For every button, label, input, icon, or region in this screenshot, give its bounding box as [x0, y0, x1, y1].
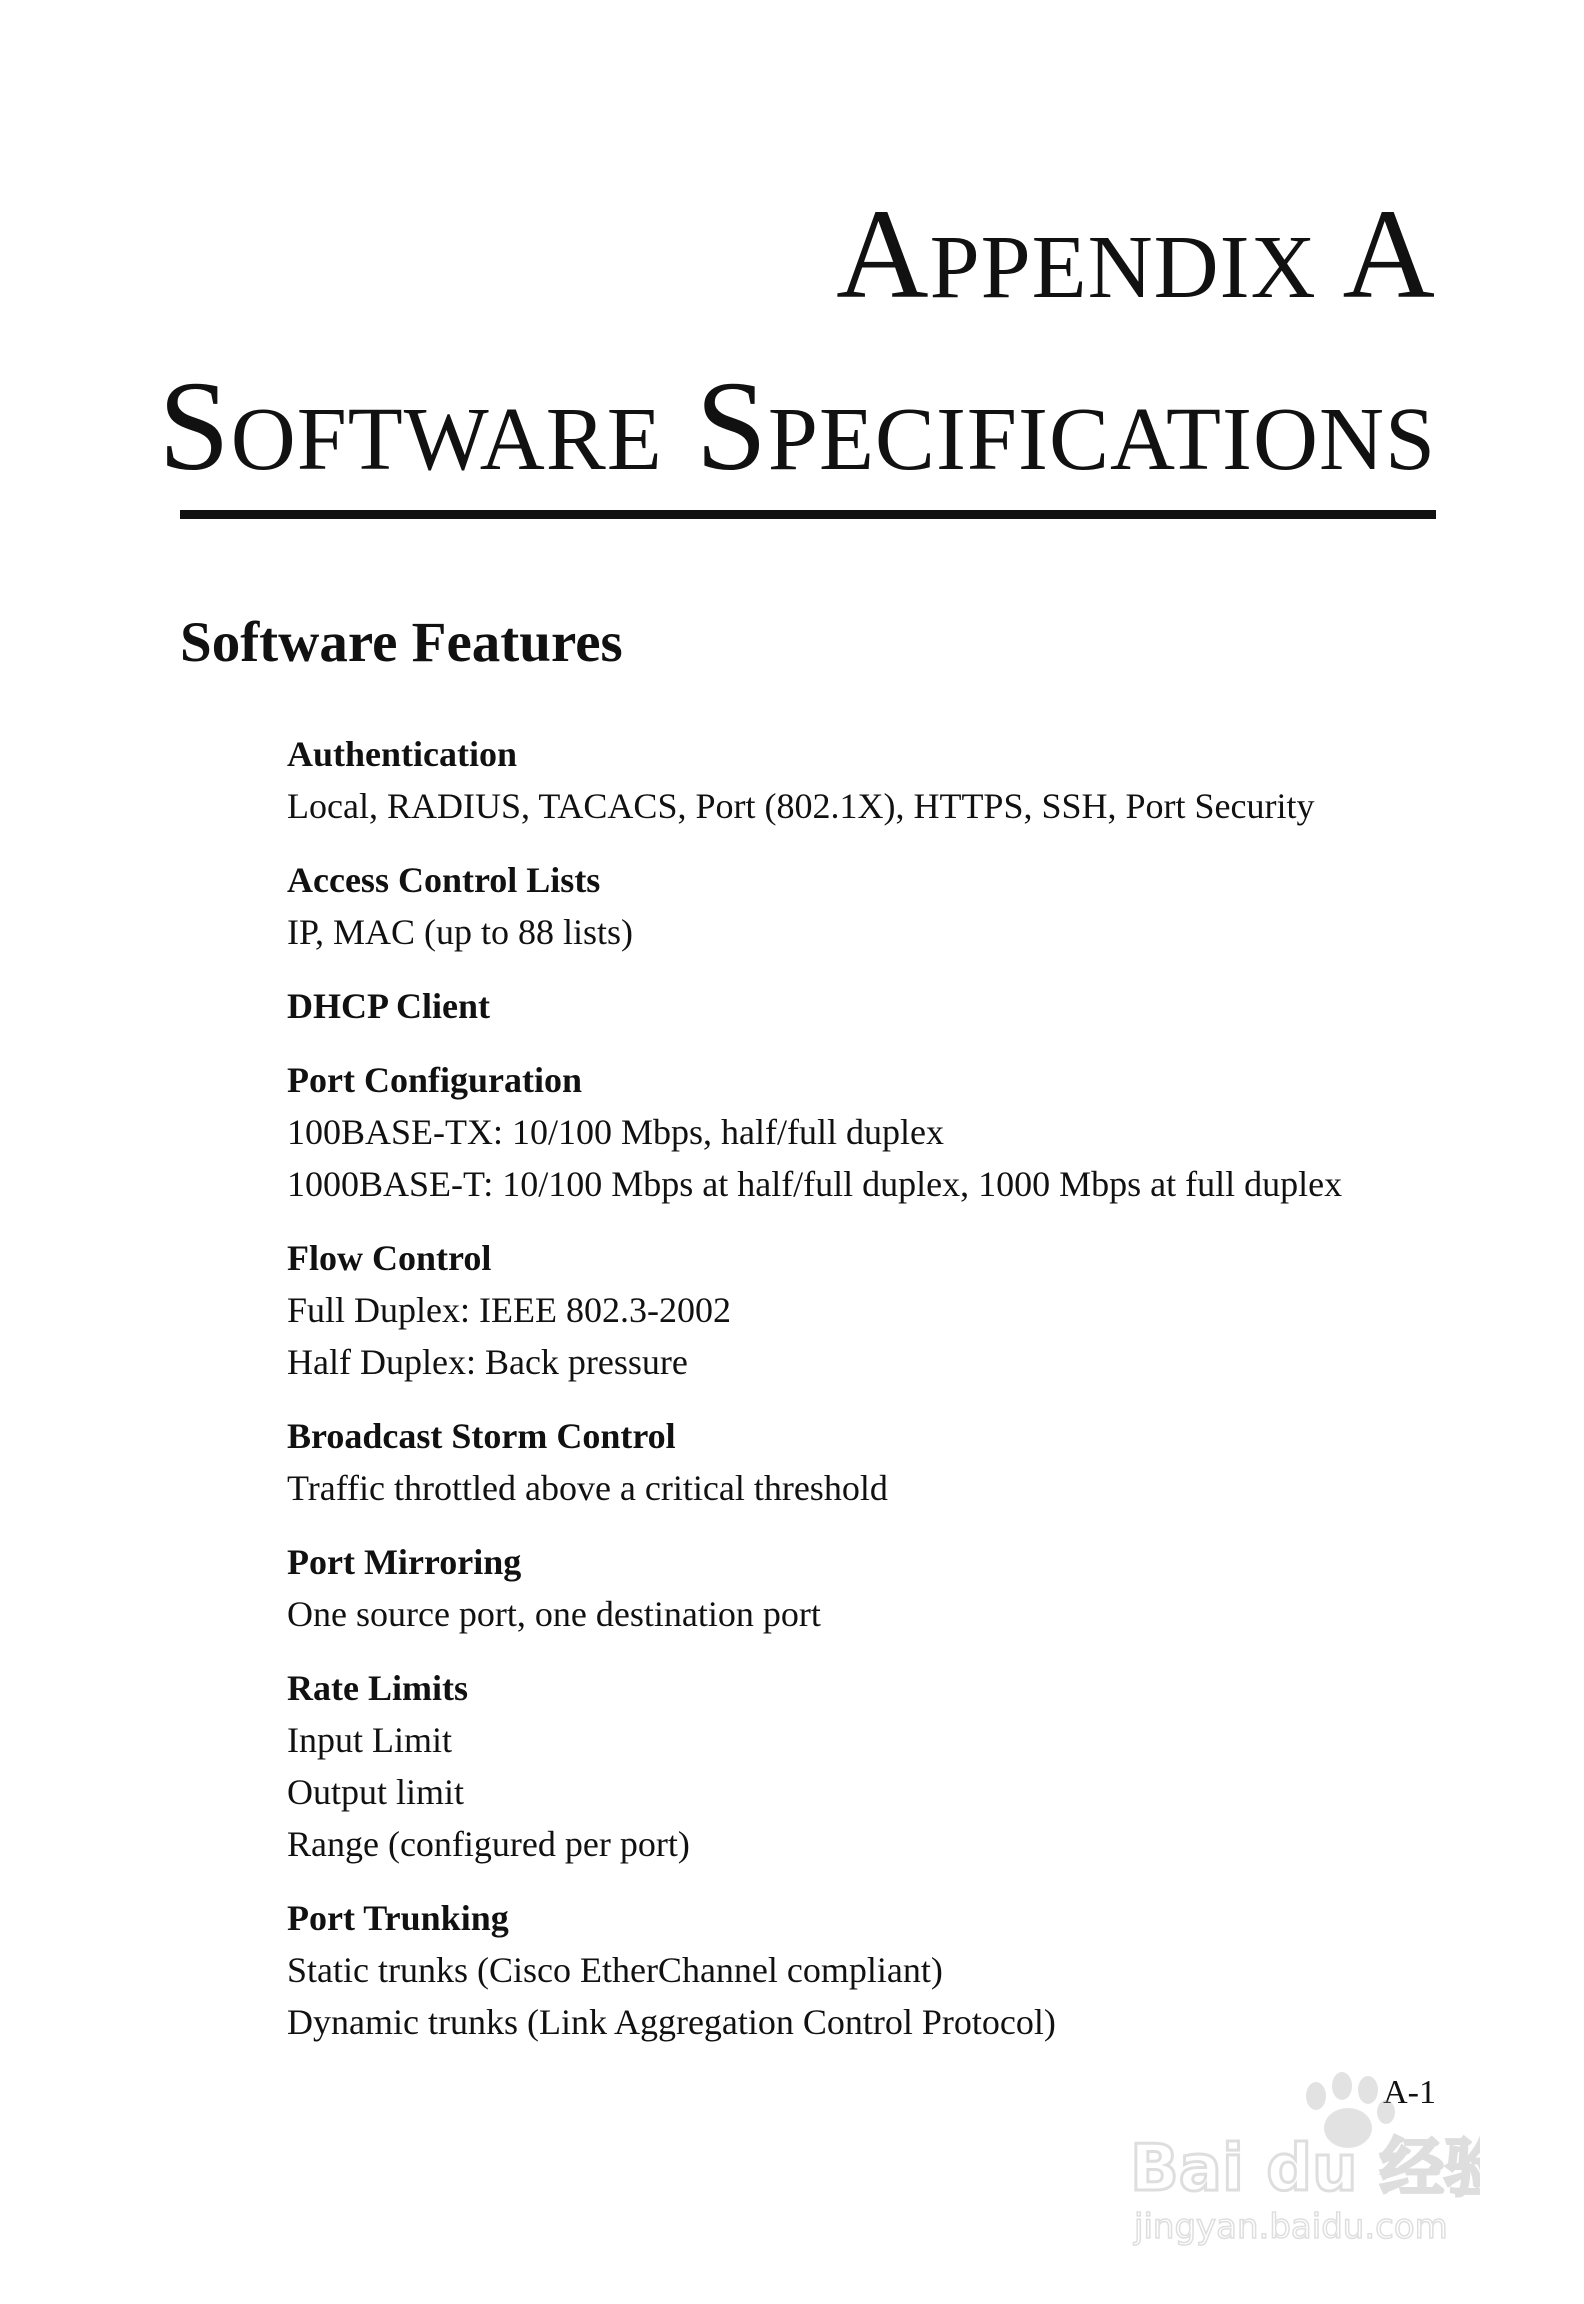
section-heading: Software Features: [180, 611, 623, 674]
title-divider: [180, 510, 1436, 519]
feature-item: [287, 1054, 1437, 1210]
chapter-title: [158, 183, 1436, 497]
feature-item: [287, 1892, 1437, 2048]
feature-item: [287, 728, 1437, 832]
feature-description: Full Duplex: IEEE 802.3-2002: [287, 1290, 731, 1330]
feature-title: Port Mirroring: [287, 1542, 522, 1582]
feature-item: [287, 1536, 1437, 1640]
feature-title: Port Trunking: [287, 1898, 509, 1938]
feature-title: Authentication: [287, 734, 518, 774]
feature-title: Flow Control: [287, 1238, 492, 1278]
watermark-logo: [1120, 2060, 1480, 2250]
feature-description: Input Limit: [287, 1720, 452, 1760]
feature-title: DHCP Client: [287, 986, 490, 1026]
chapter-title-line-2: Software Specifications: [158, 355, 1436, 497]
watermark-brand: Bai du 经验: [1130, 2132, 1480, 2206]
feature-description: IP, MAC (up to 88 lists): [287, 912, 634, 952]
baidu-paw-icon: [1120, 2060, 1480, 2250]
feature-title: Broadcast Storm Control: [287, 1416, 676, 1456]
feature-title: Rate Limits: [287, 1668, 468, 1708]
feature-description: Range (configured per port): [287, 1824, 690, 1864]
feature-title: Port Configuration: [287, 1060, 582, 1100]
feature-item: [287, 1232, 1437, 1388]
feature-description: 1000BASE-T: 10/100 Mbps at half/full duplex, 1000 Mbps at full duplex: [287, 1164, 1343, 1204]
feature-description: 100BASE-TX: 10/100 Mbps, half/full duplex: [287, 1112, 944, 1152]
chapter-title-line-1: Appendix A: [836, 183, 1436, 325]
feature-description: Dynamic trunks (Link Aggregation Control Protocol): [287, 2002, 1056, 2042]
feature-description: Traffic throttled above a critical threshold: [287, 1468, 888, 1508]
feature-description: Half Duplex: Back pressure: [287, 1342, 688, 1382]
feature-description: Local, RADIUS, TACACS, Port (802.1X), HTTPS, SSH, Port Security: [287, 786, 1315, 826]
feature-item: [287, 980, 1437, 1032]
feature-item: [287, 1410, 1437, 1514]
feature-description: Static trunks (Cisco EtherChannel compliant): [287, 1950, 943, 1990]
feature-title: Access Control Lists: [287, 860, 601, 900]
watermark-url: jingyan.baidu.com: [1134, 2207, 1448, 2247]
feature-item: [287, 854, 1437, 958]
page-number: A-1: [1383, 2074, 1436, 2111]
feature-item: [287, 1662, 1437, 1870]
feature-description: One source port, one destination port: [287, 1594, 821, 1634]
feature-description: Output limit: [287, 1772, 465, 1812]
feature-list: [287, 728, 1437, 2070]
